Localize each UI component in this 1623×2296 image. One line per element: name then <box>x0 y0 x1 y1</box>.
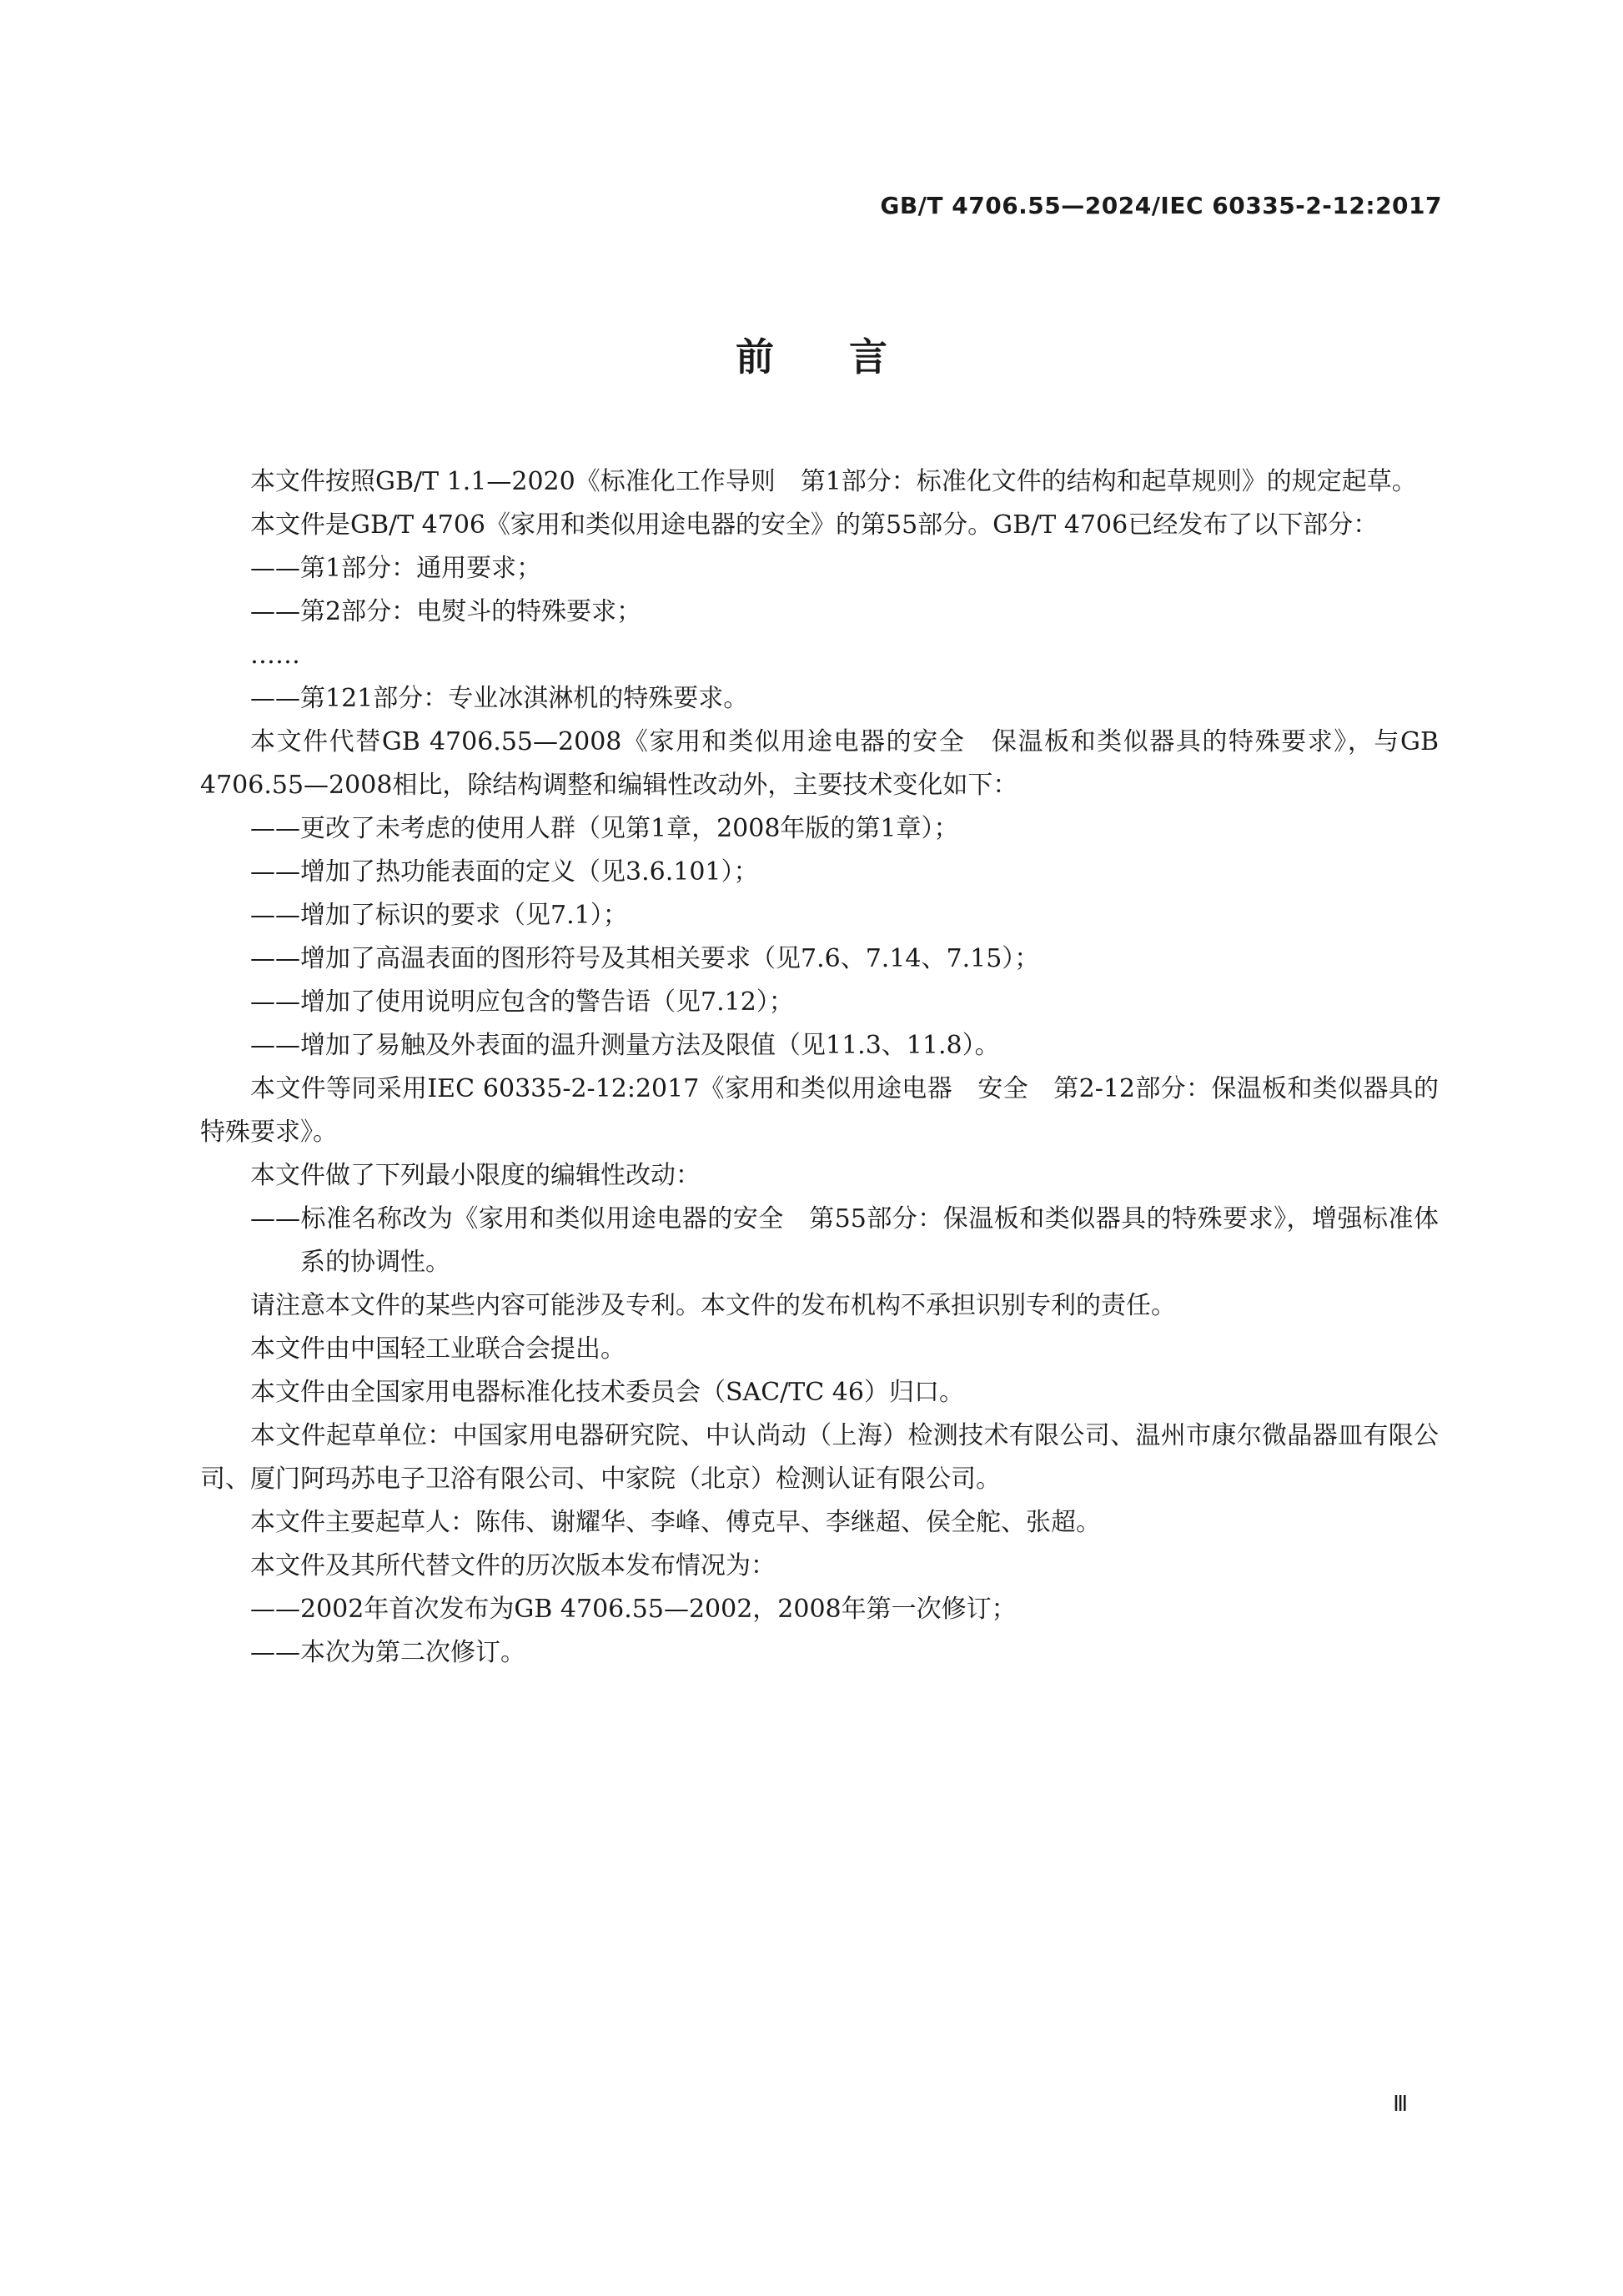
list-item-part-1: ——第1部分：通用要求； <box>250 554 542 583</box>
standard-code-header: GB/T 4706.55—2024/IEC 60335-2-12:2017 <box>880 192 1442 219</box>
paragraph-drafting-basis: 本文件按照GB/T 1.1—2020《标准化工作导则 第1部分：标准化文件的结构和起草规则》的规定起草。 <box>250 467 1417 496</box>
list-item-editorial-change: ——标准名称改为《家用和类似用途电器的安全 第55部分：保温板和类似器具的特殊要求》，增强标准体系的协调性。 <box>250 1204 1439 1277</box>
paragraph-identical-adoption: 本文件等同采用IEC 60335-2-12:2017《家用和类似用途电器 安全 第2-12部分：保温板和类似器具的特殊要求》。 <box>200 1074 1439 1147</box>
list-item-change-2: ——增加了热功能表面的定义（见3.6.101）； <box>250 857 759 887</box>
paragraph-drafters: 本文件主要起草人：陈伟、谢耀华、李峰、傅克早、李继超、侯全舵、张超。 <box>250 1508 1101 1537</box>
paragraph-version-history: 本文件及其所代替文件的历次版本发布情况为： <box>250 1551 776 1580</box>
list-item-change-1: ——更改了未考虑的使用人群（见第1章，2008年版的第1章）； <box>250 814 959 843</box>
paragraph-under-jurisdiction: 本文件由全国家用电器标准化技术委员会（SAC/TC 46）归口。 <box>250 1378 964 1407</box>
list-item-part-2: ——第2部分：电熨斗的特殊要求； <box>250 597 642 626</box>
foreword-body <box>200 460 1439 1675</box>
list-item-change-3: ——增加了标识的要求（见7.1）； <box>250 901 628 930</box>
paragraph-drafting-units: 本文件起草单位：中国家用电器研究院、中认尚动（上海）检测技术有限公司、温州市康尔微晶器皿有限公司、厦门阿玛苏电子卫浴有限公司、中家院（北京）检测认证有限公司。 <box>200 1421 1439 1494</box>
list-item-history-1: ——2002年首次发布为GB 4706.55—2002，2008年第一次修订； <box>250 1595 1017 1624</box>
paragraph-proposed-by: 本文件由中国轻工业联合会提出。 <box>250 1334 626 1364</box>
list-item-change-5: ——增加了使用说明应包含的警告语（见7.12）； <box>250 987 794 1017</box>
page-title: 前言 <box>736 334 962 379</box>
paragraph-editorial-changes: 本文件做了下列最小限度的编辑性改动： <box>250 1161 701 1190</box>
list-ellipsis: …… <box>250 641 300 670</box>
paragraph-series-part: 本文件是GB/T 4706《家用和类似用途电器的安全》的第55部分。GB/T 4706已经发布了以下部分： <box>250 510 1379 540</box>
list-item-change-6: ——增加了易触及外表面的温升测量方法及限值（见11.3、11.8）。 <box>250 1031 1000 1060</box>
list-item-history-2: ——本次为第二次修订。 <box>250 1638 525 1667</box>
page-number: Ⅲ <box>1393 2092 1408 2117</box>
paragraph-replaces: 本文件代替GB 4706.55—2008《家用和类似用途电器的安全 保温板和类似器具的特殊要求》，与GB 4706.55—2008相比，除结构调整和编辑性改动外，主要技术变化如下： <box>200 727 1439 800</box>
paragraph-patent-notice: 请注意本文件的某些内容可能涉及专利。本文件的发布机构不承担识别专利的责任。 <box>250 1291 1176 1320</box>
list-item-part-121: ——第121部分：专业冰淇淋机的特殊要求。 <box>250 684 749 713</box>
list-item-change-4: ——增加了高温表面的图形符号及其相关要求（见7.6、7.14、7.15）； <box>250 944 1040 973</box>
